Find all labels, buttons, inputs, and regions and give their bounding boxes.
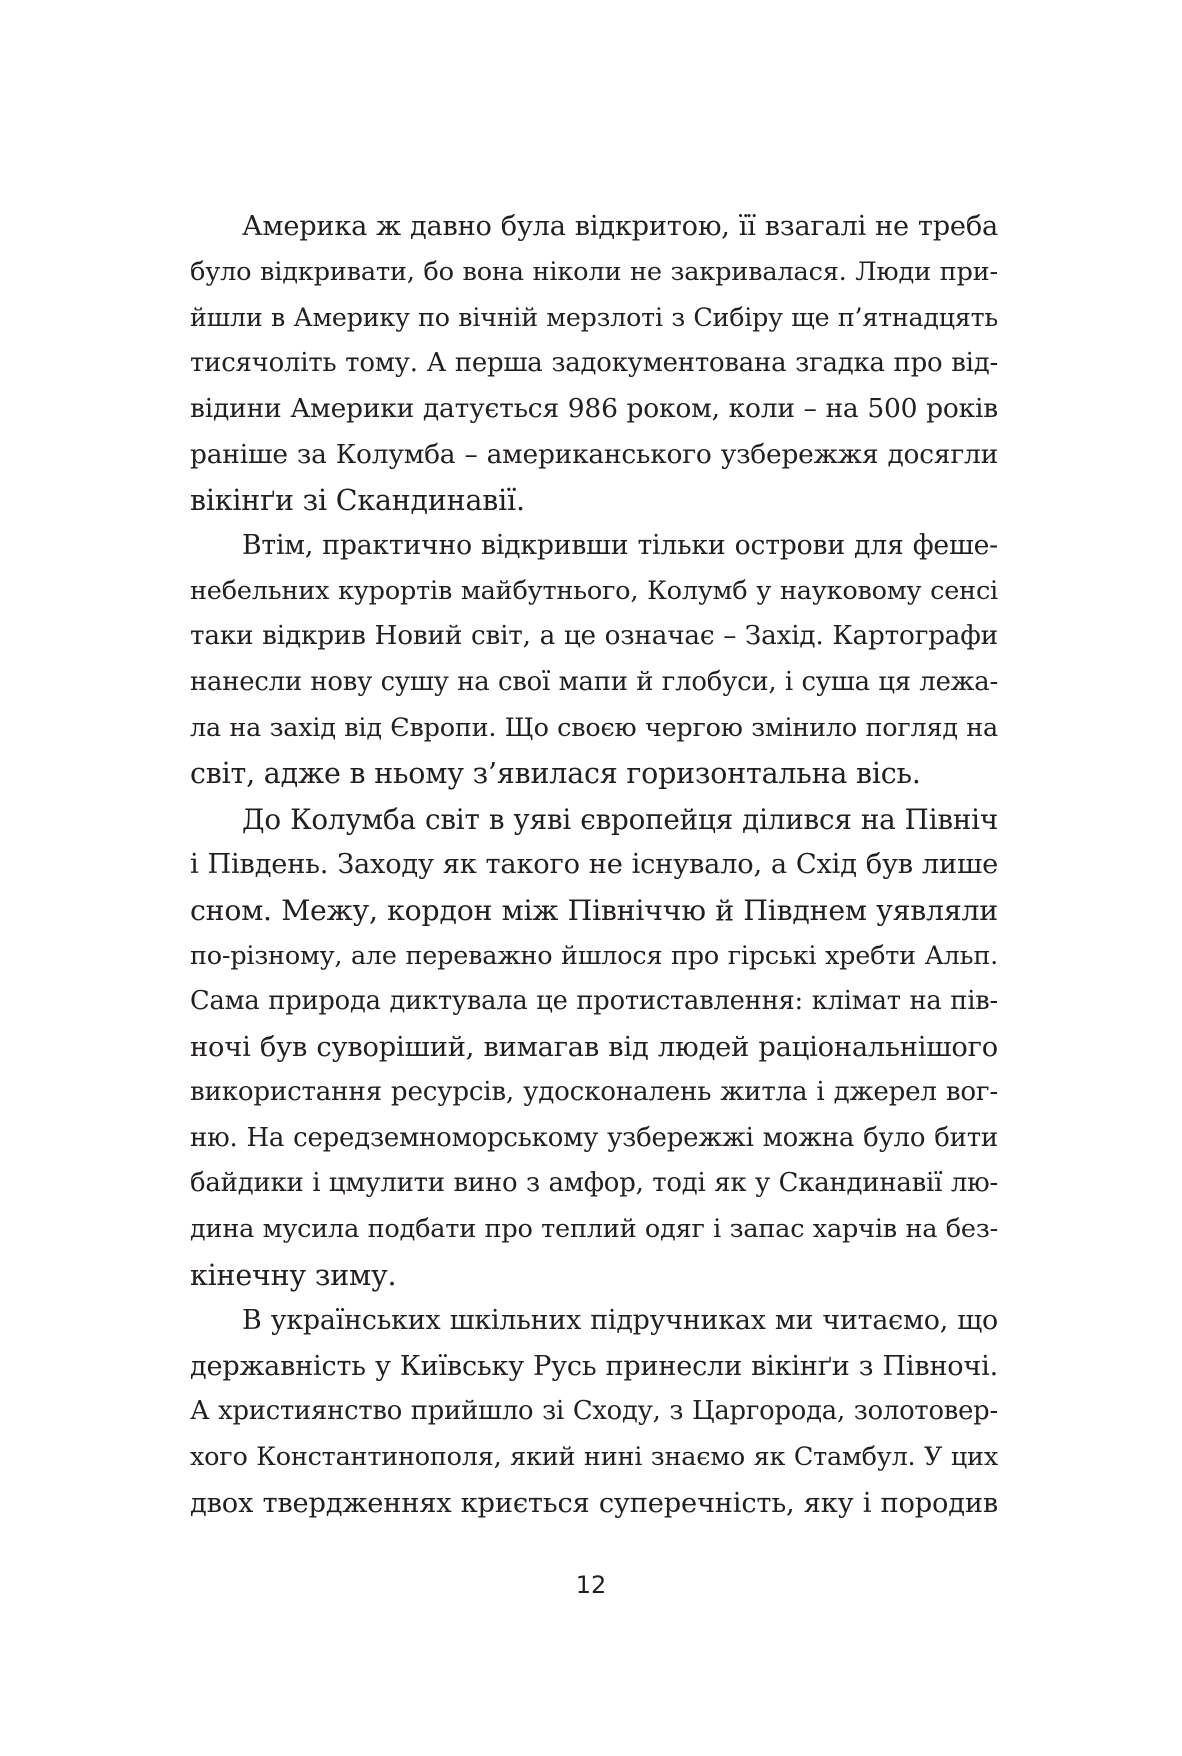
body-text bbox=[190, 204, 998, 1526]
paragraph-1-line-1: Америка ж давно була відкритою, її взагалі не треба bbox=[242, 211, 998, 242]
paragraph-3-line-3: сном. Межу, кордон між Північчю й Півднем уявляли bbox=[190, 893, 998, 927]
paragraph-3-line-7: використання ресурсів, удосконалень житла і джерел вог- bbox=[190, 1077, 998, 1108]
paragraph-2-line-4: нанесли нову сушу на свої мапи й глобуси, і суша ця лежа- bbox=[190, 666, 998, 697]
paragraph-3-line-10: дина мусила подбати про теплий одяг і запас харчів на без- bbox=[190, 1214, 998, 1245]
paragraph-4-line-1: В українських шкільних підручниках ми читаємо, що bbox=[242, 1305, 998, 1337]
paragraph-2-line-1: Втім, практично відкривши тільки острови для феше- bbox=[242, 530, 998, 562]
paragraph-4-line-5: двох твердженнях криється суперечність, яку і породив bbox=[190, 1487, 998, 1519]
paragraph-2-line-5: ла на захід від Європи. Що своєю чергою змінило погляд на bbox=[190, 712, 998, 743]
paragraph-2-line-3: таки відкрив Новий світ, а це означає – Захід. Картографи bbox=[190, 621, 998, 652]
paragraph-4-line-4: хого Константинополя, який нині знаємо як Стамбул. У цих bbox=[190, 1442, 998, 1473]
paragraph-1-line-7: вікінґи зі Скандинавії. bbox=[190, 483, 525, 517]
paragraph-4-line-3: А християнство прийшло зі Сходу, з Царгорода, золотовер- bbox=[190, 1396, 998, 1427]
paragraph-3-line-11: кінечну зиму. bbox=[190, 1258, 397, 1292]
paragraph-4-line-2: державність у Київську Русь принесли вікінґи з Півночі. bbox=[190, 1350, 998, 1382]
paragraph-1-line-2: було відкривати, бо вона ніколи не закривалася. Люди при- bbox=[190, 256, 998, 287]
paragraph-3-line-6: ночі був суворіший, вимагав від людей раціональнішого bbox=[190, 1031, 998, 1063]
paragraph-2-line-2: небельних курортів майбутнього, Колумб у науковому сенсі bbox=[190, 575, 998, 606]
paragraph-3-line-2: і Південь. Заходу як такого не існувало, а Схід був лише bbox=[190, 849, 998, 881]
paragraph-1-line-3: йшли в Америку по вічній мерзлоті з Сибіру ще п’ятнадцять bbox=[190, 303, 998, 333]
paragraph-3-line-4: по-різному, але переважно йшлося про гірські хребти Альп. bbox=[190, 940, 998, 971]
paragraph-1-line-4: тисячоліть тому. А перша задокументована згадка про від- bbox=[190, 347, 998, 378]
paragraph-3-line-8: ню. На середземноморському узбережжі можна було бити bbox=[190, 1122, 998, 1153]
paragraph-1-line-5: відини Америки датується 986 роком, коли – на 500 років bbox=[190, 393, 998, 425]
paragraph-1-line-6: раніше за Колумба – американського узбережжя досягли bbox=[190, 438, 998, 470]
paragraph-2-line-6: світ, адже в ньому з’явилася горизонтальна вісь. bbox=[190, 757, 921, 791]
paragraph-3-line-5: Сама природа диктувала це протиставлення: клімат на пів- bbox=[190, 986, 998, 1017]
page-number: 12 bbox=[575, 1571, 607, 1599]
paragraph-3-line-1: До Колумба світ в уяві європейця ділився на Північ bbox=[242, 802, 998, 836]
paragraph-3-line-9: байдики і цмулити вино з амфор, тоді як у Скандинавії лю- bbox=[190, 1168, 998, 1199]
